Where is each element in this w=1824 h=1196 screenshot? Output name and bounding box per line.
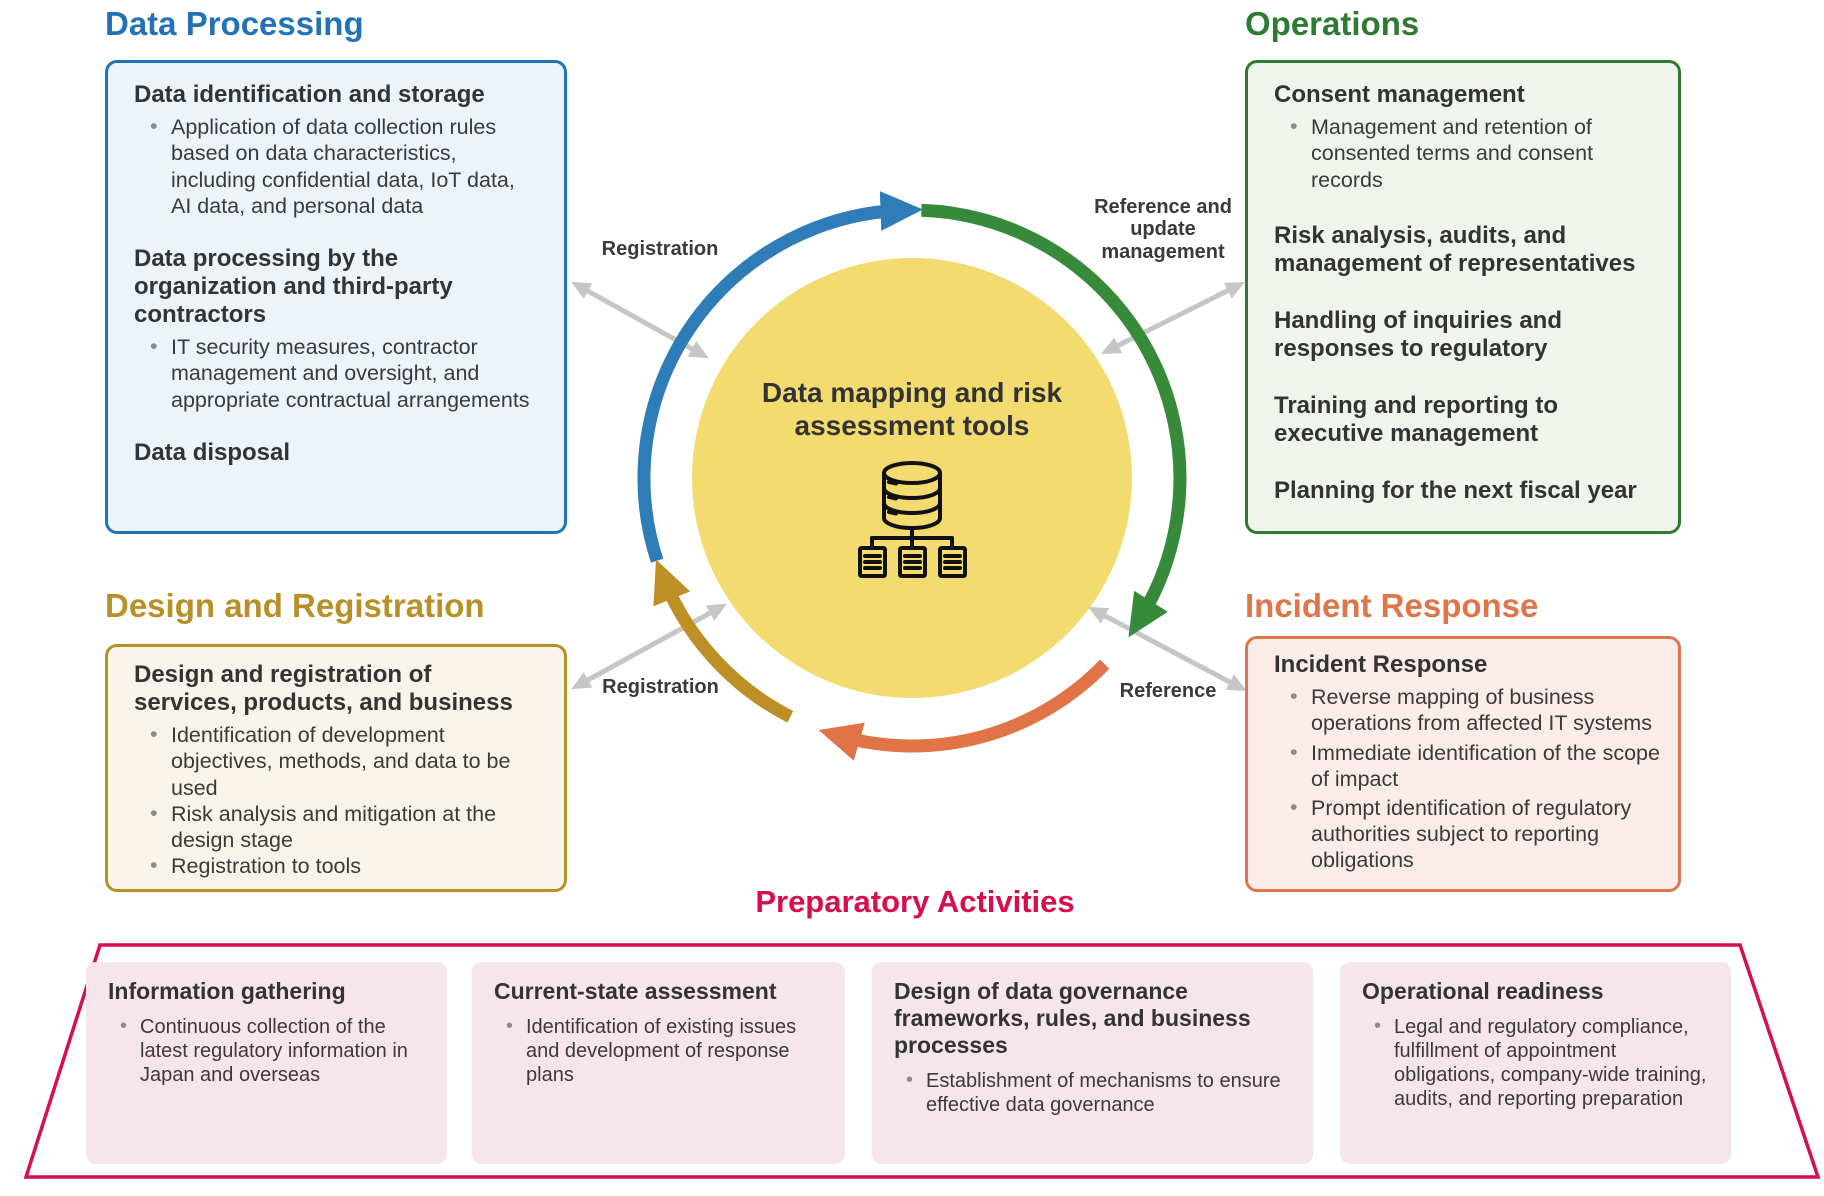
panel-item	[1274, 307, 1652, 363]
item-bullet: • IT security measures, contractor management and oversight, and appropriate contractual arrangements	[150, 334, 538, 413]
item-heading: Planning for the next fiscal year	[1274, 477, 1637, 505]
registration-top-label: Registration	[601, 238, 719, 260]
prep-box-current-state-assessment	[472, 962, 845, 1164]
section-title-preparatory-activities: Preparatory Activities	[755, 884, 1075, 919]
item-heading: Training and reporting to executive management	[1274, 392, 1558, 448]
operations-panel	[1245, 60, 1681, 534]
item-bullet: • Prompt identification of regulatory authorities subject to reporting obligations	[1290, 795, 1660, 874]
panel-item	[134, 661, 538, 879]
prep-box-bullet: • Identification of existing issues and development of response plans	[506, 1015, 823, 1087]
item-heading: Data processing by the organization and third-party contractors	[134, 244, 453, 329]
panel-item	[1274, 651, 1660, 874]
design-registration-panel	[105, 644, 567, 892]
central-hub-label: Data mapping and risk assessment tools	[761, 377, 1063, 442]
prep-box-heading: Design of data governance frameworks, rules, and business processes	[894, 978, 1251, 1058]
panel-item	[1274, 222, 1652, 278]
item-heading: Handling of inquiries and responses to regulatory	[1274, 306, 1562, 362]
registration-bottom-label: Registration	[602, 676, 719, 698]
item-bullet: • Risk analysis and mitigation at the design stage	[150, 801, 538, 853]
panel-item	[1274, 477, 1652, 505]
panel-item	[1274, 392, 1652, 448]
item-heading: Consent management	[1274, 81, 1525, 108]
prep-box-governance-design	[872, 962, 1313, 1164]
prep-box-bullet: • Legal and regulatory compliance, fulfillment of appointment obligations, company-wide training, audits, and reporting preparation	[1374, 1015, 1709, 1111]
item-heading: Data disposal	[134, 438, 291, 466]
panel-item	[134, 81, 538, 219]
panel-item	[1274, 81, 1652, 193]
section-title-design-registration: Design and Registration	[105, 587, 485, 624]
reference-bottom-label: Reference	[1119, 680, 1217, 702]
item-bullet: • Registration to tools	[150, 853, 538, 879]
section-title-incident-response: Incident Response	[1245, 587, 1539, 624]
operations-arc	[921, 210, 1180, 620]
prep-box-bullet: • Establishment of mechanisms to ensure effective data governance	[906, 1069, 1291, 1117]
section-title-operations: Operations	[1245, 5, 1420, 42]
item-bullet: • Identification of development objectives, methods, and data to be used	[150, 722, 538, 801]
item-heading: Risk analysis, audits, and management of representatives	[1274, 221, 1636, 277]
prep-box-bullet: • Continuous collection of the latest regulatory information in Japan and overseas	[120, 1015, 425, 1087]
section-title-data-processing: Data Processing	[105, 5, 364, 42]
panel-item	[134, 245, 538, 413]
reference-arrow-bottom	[1094, 610, 1241, 688]
incident-response-panel	[1245, 636, 1681, 892]
item-heading: Design and registration of services, products, and business	[134, 661, 513, 717]
data-processing-arc	[644, 210, 903, 561]
panel-item	[134, 439, 538, 467]
prep-box-heading: Operational readiness	[1362, 978, 1604, 1004]
item-heading: Incident Response	[1274, 651, 1488, 678]
reference-update-label: Reference and update management	[1094, 196, 1232, 263]
incident-response-arc	[838, 664, 1105, 746]
item-bullet: • Immediate identification of the scope of impact	[1290, 740, 1660, 792]
data-processing-panel	[105, 60, 567, 534]
item-bullet: • Application of data collection rules based on data characteristics, including confidential data, IoT data, AI data, and personal data	[150, 114, 538, 219]
item-bullet: • Reverse mapping of business operations from affected IT systems	[1290, 684, 1660, 736]
prep-box-information-gathering	[86, 962, 447, 1164]
prep-box-heading: Information gathering	[108, 978, 346, 1004]
item-bullet: • Management and retention of consented terms and consent records	[1290, 114, 1652, 193]
item-heading: Data identification and storage	[134, 81, 485, 108]
prep-box-heading: Current-state assessment	[494, 978, 777, 1004]
prep-box-operational-readiness	[1340, 962, 1731, 1164]
